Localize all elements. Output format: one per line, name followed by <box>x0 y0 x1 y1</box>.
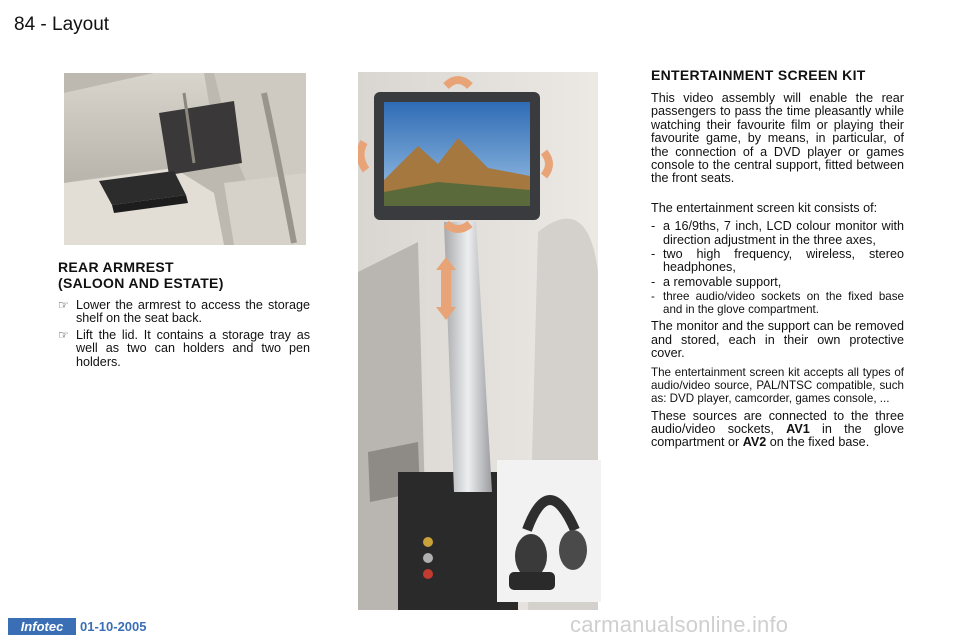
entertainment-body <box>651 92 904 455</box>
list-item <box>58 299 310 326</box>
remove-paragraph: The monitor and the support can be removed and stored, each in their own protective cover. <box>651 319 904 361</box>
kit-item-text: a 16/9ths, 7 inch, LCD colour monitor with direction adjustment in the three axes, <box>663 219 904 247</box>
rear-armrest-bullets <box>58 299 310 372</box>
rear-armrest-title <box>58 259 318 291</box>
sockets-text-pre: These sources are connected to the three audio/video sockets, <box>651 408 904 436</box>
footer-date: 01-10-2005 <box>80 619 147 634</box>
list-item: - a removable support, <box>651 276 904 289</box>
infotec-logo: Infotec <box>8 618 76 635</box>
rear-armrest-title-line1: REAR ARMREST <box>58 259 174 275</box>
entertainment-intro: This video assembly will enable the rear passengers to pass the time pleasantly while watching their favourite film or playing their favourite game, by means, in particular, of the connection of a DVD player or games console to the central support, fitted between the front seats. <box>651 91 904 186</box>
list-item <box>58 329 310 369</box>
sockets-text-mid: in the glove compartment or <box>651 421 904 450</box>
kit-list <box>651 220 904 316</box>
list-item: - two high frequency, wireless, stereo headphones, <box>651 247 904 275</box>
sockets-text-post: on the fixed base. <box>769 435 870 450</box>
av2-label: AV2 <box>742 435 767 450</box>
headphones-photo-icon <box>497 460 601 602</box>
kit-lead: The entertainment screen kit consists of: <box>651 200 878 215</box>
kit-item-text: two high frequency, wireless, stereo headphones, <box>663 247 904 275</box>
list-item: - a 16/9ths, 7 inch, LCD colour monitor with direction adjustment in the three axes, <box>651 219 904 247</box>
pointing-hand-icon: ☞ <box>58 327 69 342</box>
av1-label: AV1 <box>786 421 810 436</box>
kit-item-text: three audio/video sockets on the fixed base and in the glove compartment. <box>663 290 904 317</box>
entertainment-title: ENTERTAINMENT SCREEN KIT <box>651 67 866 83</box>
kit-item-text: a removable support, <box>663 274 782 289</box>
list-item: - three audio/video sockets on the fixed base and in the glove compartment. <box>651 290 904 317</box>
page-title: 84 - Layout <box>14 14 110 35</box>
sources-paragraph: The entertainment screen kit accepts all types of audio/video source, PAL/NTSC compatible, such as: DVD player, camcorder, games console, ... <box>651 365 904 405</box>
watermark: carmanualsonline.info <box>570 612 789 637</box>
rear-armrest-photo-icon <box>64 73 306 245</box>
bullet-text: Lift the lid. It contains a storage tray as well as two can holders and two pen holders. <box>76 327 310 369</box>
rear-armrest-title-line2: (SALOON AND ESTATE) <box>58 275 224 291</box>
bullet-text: Lower the armrest to access the storage shelf on the seat back. <box>76 298 310 326</box>
sockets-paragraph <box>651 410 904 450</box>
pointing-hand-icon: ☞ <box>58 298 69 312</box>
